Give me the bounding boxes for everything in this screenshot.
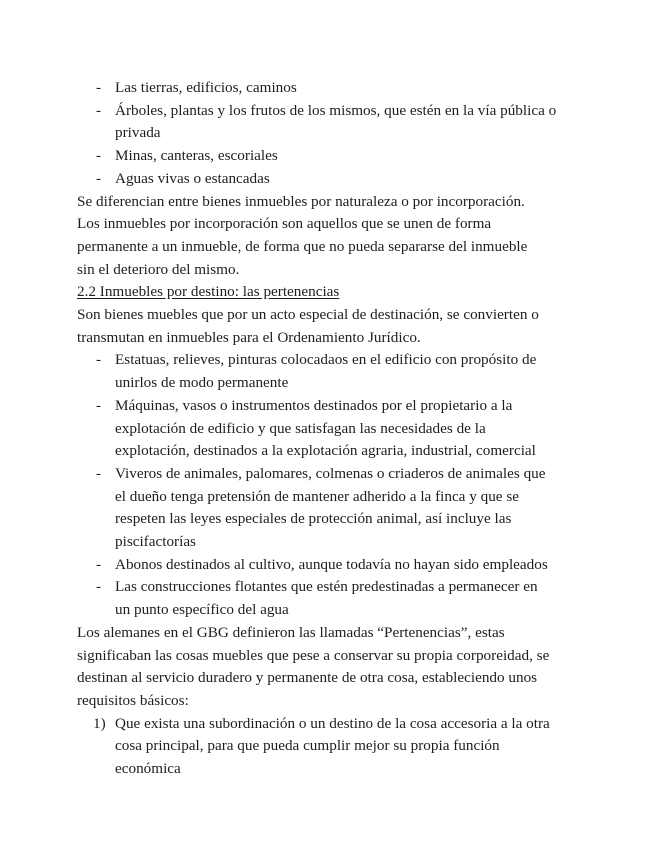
section-heading: 2.2 Inmuebles por destino: las pertenencias: [77, 283, 340, 301]
list-bullet: -: [96, 464, 102, 482]
paragraph-line: permanente a un inmueble, de forma que no pueda separarse del inmueble: [77, 237, 528, 255]
list-item-text: Máquinas, vasos o instrumentos destinados por el propietario a la: [115, 396, 513, 414]
list-item: [77, 349, 587, 394]
paragraph-line: significaban las cosas muebles que pese a conservar su propia corporeidad, se: [77, 646, 550, 664]
list-item-text: Que exista una subordinación o un destino de la cosa accesoria a la otra: [115, 714, 550, 732]
list-item-text: económica: [115, 760, 181, 778]
immovables-by-nature-list: [77, 77, 587, 191]
list-item-text: explotación, destinados a la explotación agraria, industrial, comercial: [115, 442, 536, 460]
list-item-text: Las construcciones flotantes que estén predestinadas a permanecer en: [115, 578, 538, 596]
paragraph-line: requisitos básicos:: [77, 691, 189, 709]
paragraph-line: destinan al servicio duradero y permanente de otra cosa, estableciendo unos: [77, 669, 538, 687]
list-bullet: -: [96, 396, 102, 414]
list-item-text: respeten las leyes especiales de protección animal, así incluye las: [115, 510, 512, 528]
list-item-text: cosa principal, para que pueda cumplir mejor su propia función: [115, 737, 500, 755]
list-item-text: privada: [115, 124, 161, 142]
list-bullet: -: [96, 101, 102, 119]
list-item-text: Estatuas, relieves, pinturas colocadaos en el edificio con propósito de: [115, 351, 537, 369]
numbered-list-item: [77, 713, 587, 781]
list-item-text: el dueño tenga pretensión de mantener adherido a la finca y que se: [115, 487, 519, 505]
incorporation-paragraph: [77, 191, 587, 282]
pertenencias-paragraph: [77, 622, 587, 713]
paragraph-line: transmutan en inmuebles para el Ordenamiento Jurídico.: [77, 328, 421, 346]
list-bullet: -: [96, 79, 102, 96]
list-bullet: -: [96, 578, 102, 596]
list-item-text: Viveros de animales, palomares, colmenas o criaderos de animales que: [115, 464, 546, 482]
immovables-by-destination-list: [77, 349, 587, 621]
list-item-text: Abonos destinados al cultivo, aunque todavía no hayan sido empleados: [115, 555, 548, 573]
list-bullet: -: [96, 351, 102, 369]
list-item: [77, 100, 587, 145]
list-bullet: -: [96, 147, 102, 165]
list-item: [77, 145, 587, 168]
list-item-text: Árboles, plantas y los frutos de los mismos, que estén en la vía pública o: [115, 101, 557, 119]
list-item-text: Aguas vivas o estancadas: [115, 169, 270, 187]
list-item-text: explotación de edificio y que satisfagan las necesidades de la: [115, 419, 486, 437]
list-item: [77, 576, 587, 621]
paragraph-line: Se diferencian entre bienes inmuebles por naturaleza o por incorporación.: [77, 192, 525, 210]
paragraph-line: Los alemanes en el GBG definieron las llamadas “Pertenencias”, estas: [77, 623, 505, 641]
destination-paragraph: [77, 304, 587, 349]
requirements-list: [77, 713, 587, 781]
list-item-text: unirlos de modo permanente: [115, 374, 289, 392]
list-item: [77, 168, 587, 191]
list-bullet: -: [96, 169, 102, 187]
list-item: [77, 395, 587, 463]
list-item: [77, 77, 587, 100]
list-bullet: -: [96, 555, 102, 573]
list-item-text: Minas, canteras, escoriales: [115, 147, 278, 165]
list-item-text: piscifactorías: [115, 533, 196, 551]
list-item: [77, 463, 587, 554]
list-item-text: Las tierras, edificios, caminos: [115, 79, 297, 96]
paragraph-line: Los inmuebles por incorporación son aquellos que se unen de forma: [77, 215, 492, 233]
paragraph-line: sin el deterioro del mismo.: [77, 260, 240, 278]
document-body: [77, 77, 587, 781]
list-item: [77, 554, 587, 577]
list-item-text: un punto específico del agua: [115, 601, 289, 619]
paragraph-line: Son bienes muebles que por un acto especial de destinación, se convierten o: [77, 306, 539, 324]
list-number: 1): [93, 714, 106, 732]
